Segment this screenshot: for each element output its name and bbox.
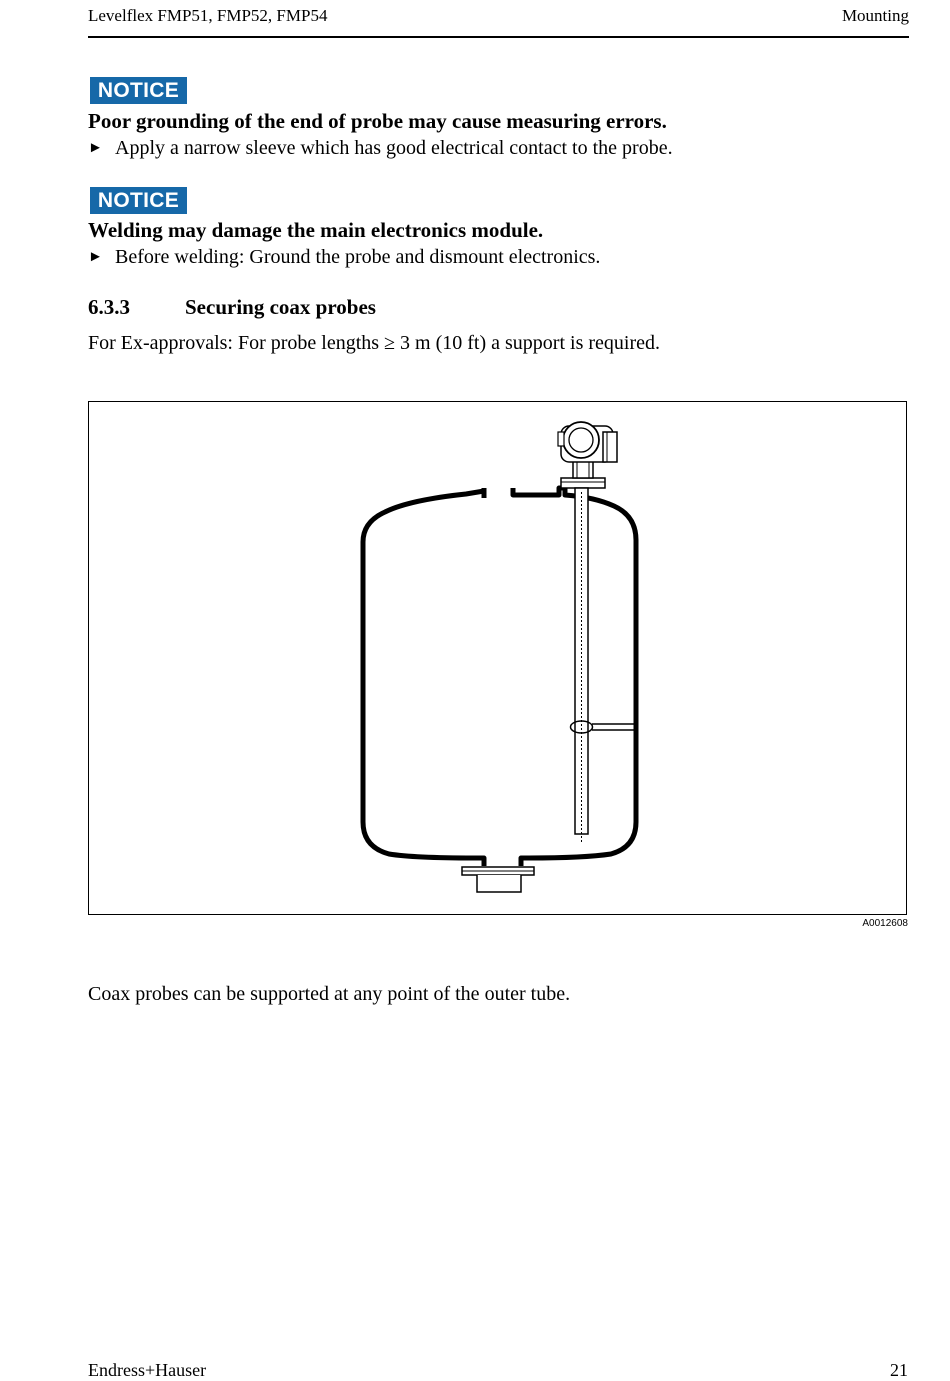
figure-code: A0012608: [862, 918, 908, 929]
notice-action-text: Before welding: Ground the probe and dismount electronics.: [115, 246, 601, 268]
notice-headline: Poor grounding of the end of probe may cause measuring errors.: [88, 109, 667, 133]
transmitter-head: [558, 422, 617, 462]
bullet-arrow-icon: ►: [88, 249, 103, 265]
section-title: Securing coax probes: [185, 295, 376, 319]
notice-action: [88, 246, 600, 269]
notice-badge: NOTICE: [90, 187, 187, 214]
header-product: Levelflex FMP51, FMP52, FMP54: [88, 6, 328, 25]
notice-action-text: Apply a narrow sleeve which has good electrical contact to the probe.: [115, 137, 673, 159]
notice-headline: Welding may damage the main electronics module.: [88, 218, 544, 242]
page-header: [88, 6, 909, 38]
tank-illustration-figure: [88, 401, 907, 915]
bullet-arrow-icon: ►: [88, 140, 103, 156]
bottom-outlet-pipe: [477, 875, 521, 892]
notice-action: [88, 137, 673, 160]
tank-wall-left: [363, 491, 484, 866]
notice-badge: NOTICE: [90, 77, 187, 104]
body-text: Coax probes can be supported at any point of the outer tube.: [88, 983, 571, 1005]
section-intro: For Ex-approvals: For probe lengths ≥ 3 m (10 ft) a support is required.: [88, 332, 660, 354]
top-flange: [561, 478, 605, 488]
header-section: Mounting: [841, 6, 909, 25]
section-number: 6.3.3: [88, 295, 130, 319]
footer-company: Endress+Hauser: [88, 1360, 207, 1380]
tank-probe-diagram: [89, 402, 906, 914]
page-number: 21: [890, 1360, 908, 1380]
